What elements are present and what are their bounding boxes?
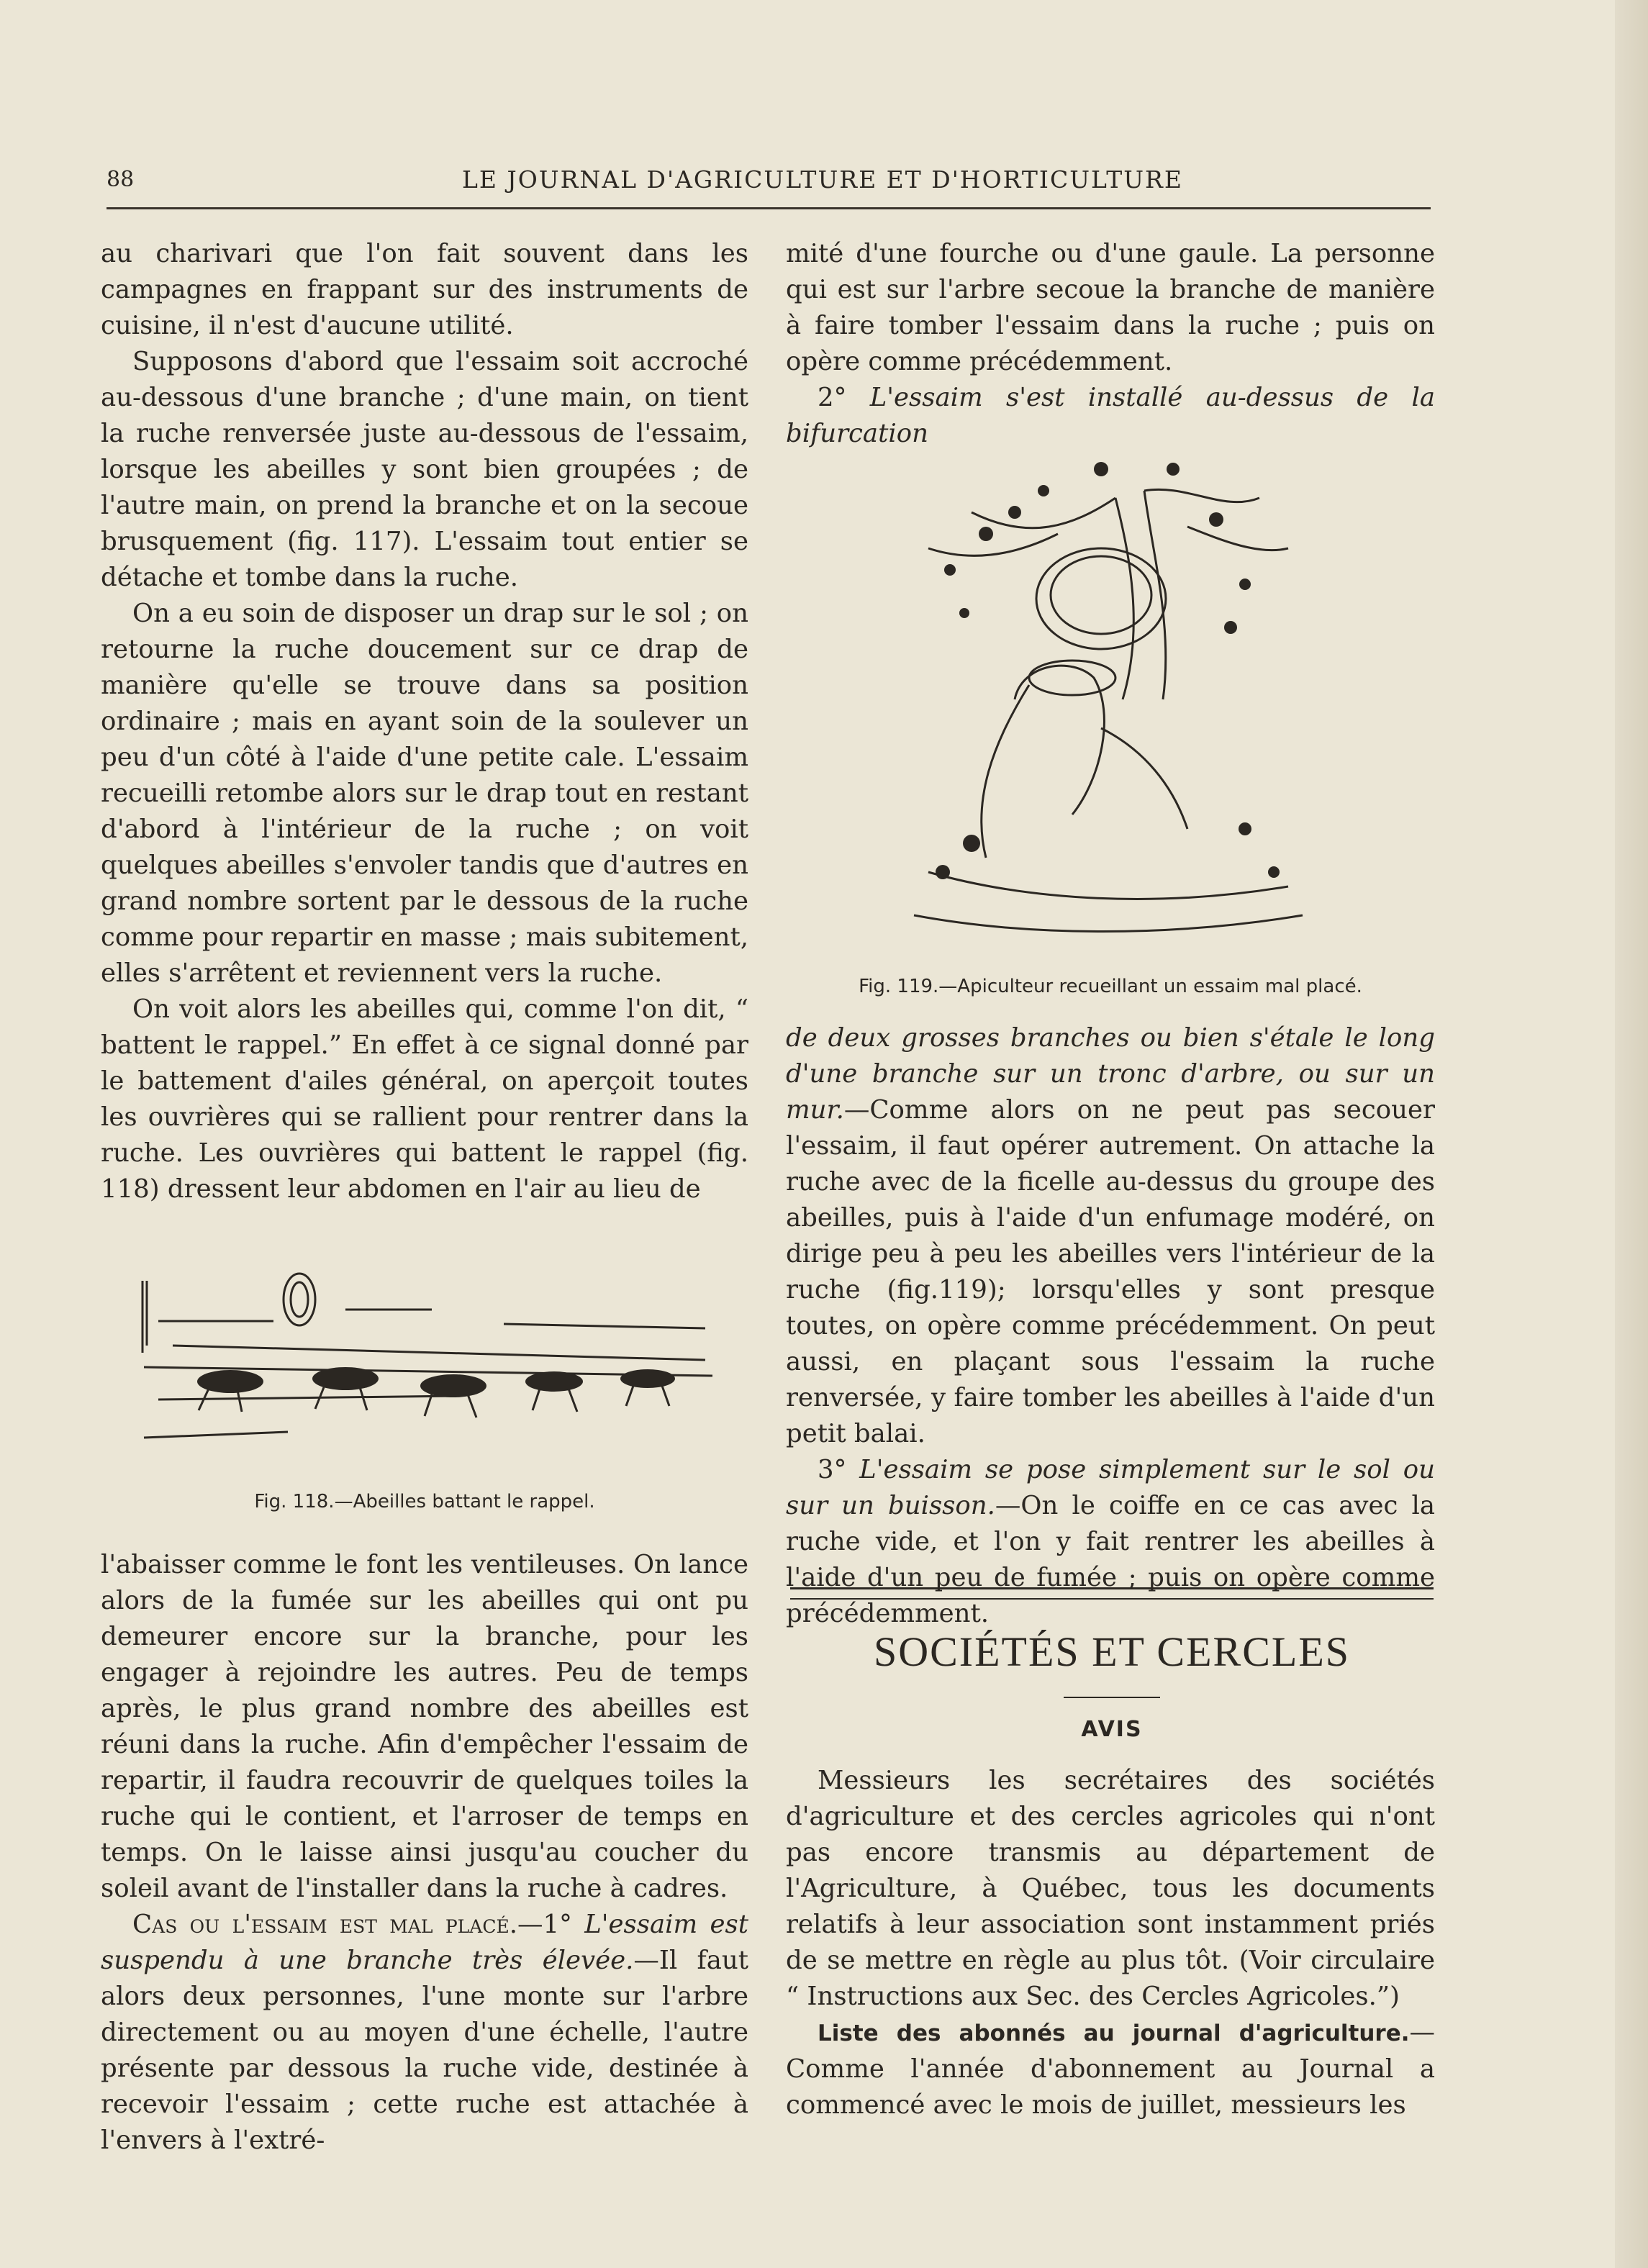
body-text: —Il faut alors deux personnes, l'une monte sur l'arbre directement ou au moyen d'une échelle, l'autre présente par dessous la ruche vide, destinée à recevoir l'essaim ; cette ruche est attachée à l'envers à l'extré-: [101, 1946, 748, 2155]
figure-118-caption: Fig. 118.—Abeilles battant le rappel.: [254, 1491, 595, 1512]
paragraph-sol-buisson: [786, 1452, 1435, 1632]
number-marker: 3°: [818, 1455, 860, 1484]
paragraph: Supposons d'abord que l'essaim soit accroché au-dessous d'une branche ; d'une main, on tient la ruche renversée juste au-dessous de l'essaim, lorsque les abeilles y sont bien groupées ; de l'autre main, on prend la branche et on la secoue brusquement (fig. 117). L'essaim tout entier se détache et tombe dans la ruche.: [101, 347, 748, 592]
right-column-middle: [786, 1020, 1435, 1632]
number-marker: 2°: [818, 383, 870, 412]
avis-heading: AVIS: [1081, 1717, 1143, 1742]
right-column-bottom: [786, 1763, 1435, 2123]
paragraph-avis: Messieurs les secrétaires des sociétés d'agriculture et des cercles agricoles qui n'ont pas encore transmis au département de l'Agriculture, à Québec, tous les documents relatifs à leur association sont instamment priés de se mettre en règle au plus tôt. (Voir circulaire “ Instructions aux Sec. des Cercles Agricoles.”): [786, 1766, 1435, 2011]
left-column-top: [101, 236, 748, 1207]
body-text: —On le coiffe en ce cas avec la ruche vide, et l'on y fait rentrer les abeilles à l'aide d'un peu de fumée ; puis on opère comme précédemment.: [786, 1491, 1435, 1628]
section-divider: [790, 1587, 1434, 1600]
paragraph-mal-place: [101, 1907, 748, 2159]
section-run-in-heading: Cas ou l'essaim est mal placé.: [132, 1910, 518, 1939]
paragraph: On voit alors les abeilles qui, comme l'on dit, “ battent le rappel.” En effet à ce signal donné par le battement d'ailes général, on aperçoit toutes les ouvrières qui se rallient pour rentrer dans la ruche. Les ouvrières qui battent le rappel (fig. 118) dressent leur abdomen en l'air au lieu de: [101, 994, 748, 1204]
right-column-top: [786, 236, 1435, 452]
figure-119-caption: Fig. 119.—Apiculteur recueillant un essaim mal placé.: [859, 976, 1362, 997]
italic-text: L'essaim s'est installé au-dessus de la bifurcation: [786, 383, 1436, 448]
page-edge: [1615, 0, 1648, 2268]
body-text: —Comme alors on ne peut pas secouer l'essaim, il faut opérer autrement. On attache la ruche avec de la ficelle au-dessus du groupe des abeilles, puis à l'aide d'un enfumage modéré, on dirige peu à peu les abeilles vers l'intérieur de la ruche (fig.119); lorsqu'elles y sont presque toutes, on opère comme précédemment. On peut aussi, en plaçant sous l'essaim la ruche renversée, y faire tomber les abeilles à l'aide d'un petit balai.: [786, 1095, 1435, 1448]
section-title: SOCIÉTÉS ET CERCLES: [873, 1628, 1351, 1675]
italic-text: L'essaim se pose simplement sur le sol ou sur un buisson.: [786, 1455, 1435, 1520]
italic-text: L'essaim est suspendu à une branche très élevée.: [101, 1910, 748, 1975]
page-header: [107, 163, 1431, 199]
header-rule: [107, 207, 1431, 209]
paragraph: l'abaisser comme le font les ventileuses. On lance alors de la fumée sur les abeilles qui ont pu demeurer encore sur la branche, pour les engager à rejoindre les autres. Peu de temps après, le plus grand nombre des abeilles est réuni dans la ruche. Afin d'empêcher l'essaim de repartir, il faudra recouvrir de quelques toiles la ruche qui le contient, et l'arroser de temps en temps. On le laisse ainsi jusqu'au coucher du soleil avant de l'installer dans la ruche à cadres.: [101, 1550, 748, 1903]
page-number: 88: [107, 167, 135, 192]
number-marker: —1°: [517, 1910, 585, 1939]
short-divider: [1064, 1697, 1160, 1698]
figure-118-illustration: [130, 1252, 727, 1468]
paragraph: mité d'une fourche ou d'une gaule. La personne qui est sur l'arbre secoue la branche de manière à faire tomber l'essaim dans la ruche ; puis on opère comme précédemment.: [786, 239, 1435, 376]
figure-119-illustration: [885, 440, 1317, 958]
body-text: —Comme l'année d'abonnement au Journal a commencé avec le mois de juillet, messieurs les: [786, 2018, 1435, 2120]
paragraph: On a eu soin de disposer un drap sur le sol ; on retourne la ruche doucement sur ce drap de manière qu'elle se trouve dans sa position ordinaire ; mais en ayant soin de la soulever un peu d'un côté à l'aide d'une petite cale. L'essaim recueilli retombe alors sur le drap tout en restant d'abord à l'intérieur de la ruche ; on voit quelques abeilles s'envoler tandis que d'autres en grand nombre sortent par le dessous de la ruche comme pour repartir en masse ; mais subitement, elles s'arrêtent et reviennent vers la ruche.: [101, 599, 748, 988]
running-title: LE JOURNAL D'AGRICULTURE ET D'HORTICULTURE: [462, 165, 1183, 194]
left-column-bottom: [101, 1547, 748, 2159]
paragraph: au charivari que l'on fait souvent dans les campagnes en frappant sur des instruments de cuisine, il n'est d'aucune utilité.: [101, 239, 748, 340]
bold-run-in-heading: Liste des abonnés au journal d'agriculture.: [818, 2020, 1410, 2046]
paragraph-abonnes: [786, 2015, 1435, 2123]
italic-text: de deux grosses branches ou bien s'étale le long d'une branche sur un tronc d'arbre, ou sur un mur.: [786, 1023, 1435, 1125]
paragraph-continued: [786, 1020, 1435, 1452]
